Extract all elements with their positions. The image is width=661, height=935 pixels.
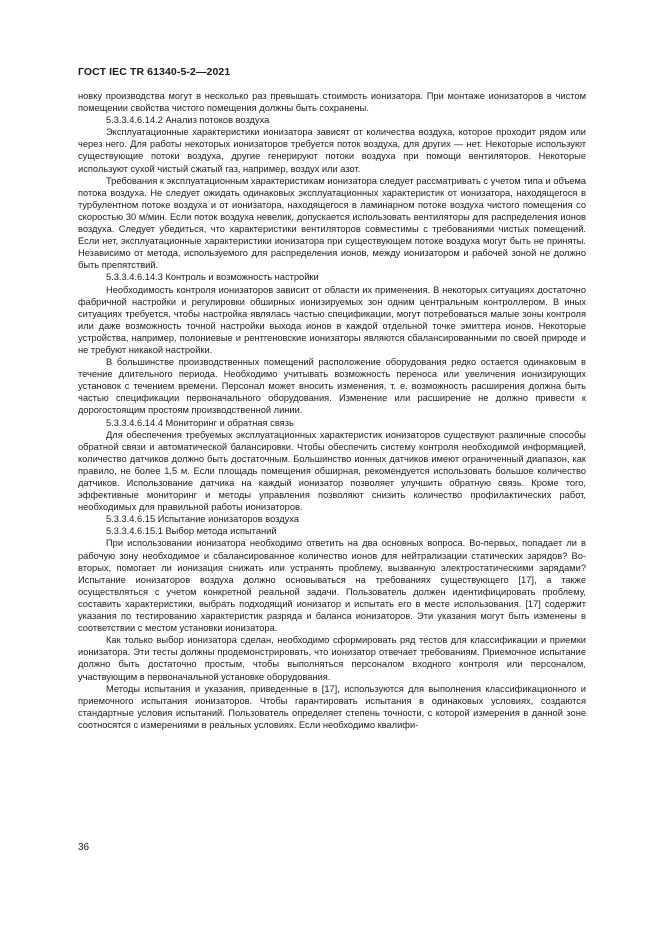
section-heading: 5.3.3.4.6.14.2 Анализ потоков воздуха bbox=[106, 115, 270, 126]
section-heading: 5.3.3.4.6.15.1 Выбор метода испытаний bbox=[106, 526, 277, 537]
paragraph: Эксплуатационные характеристики ионизатора зависят от количества воздуха, которое проходит рядом или через него. Для работы некоторых ионизаторов требуется поток воздуха, для других — нет. Некоторые используют существующие потоки воздуха, другие генерируют потоки воздуха при помощи вентиляторов. Некоторые используют сухой чистый сжатый газ, например, воздух или азот. bbox=[78, 127, 586, 174]
section-heading: 5.3.3.4.6.15 Испытание ионизаторов воздуха bbox=[106, 514, 299, 525]
section-heading: 5.3.3.4.6.14.3 Контроль и возможность настройки bbox=[106, 272, 319, 283]
document-header-title: ГОСТ IEC TR 61340-5-2—2021 bbox=[78, 66, 231, 78]
paragraph: Требования к эксплуатационным характеристикам ионизатора следует рассматривать с учетом типа и объема потока воздуха. Не следует ожидать одинаковых эксплуатационных характеристик от ионизатора, находящегося в турбулентном потоке воздуха и от ионизатора, находящегося в ламинарном потоке воздуха чистого помещения со скоростью 30 м/мин. Если поток воздуха невелик, допускается использовать вентиляторы для распределения ионов воздуха. Следует убедиться, что характеристики вентиляторов совместимы с требованиями чистых помещений. Если нет, эксплуатационные характеристики ионизатора при существующем потоке воздуха могут быть не приняты. Независимо от метода, используемого для распределения ионов, между ионизатором и рабочей зоной не должно быть препятствий. bbox=[78, 175, 587, 271]
paragraph: При использовании ионизатора необходимо ответить на два основных вопроса. Во-первых, попадает ли в рабочую зону необходимое и сбалансированное количество ионов для нейтрализации статических зарядов? Во-вторых, помогает ли ионизация снижать или устранять проблему, вызванную электростатическими зарядами? Испытание ионизаторов воздуха должно основываться на требованиях существующего [17], а также осуществляться с учетом конкретной реальной задачи. Пользователь должен идентифицировать проблему, составить характеристики, выбрать подходящий ионизатор и испытать его в месте использования. [17] содержит указания по тестированию характеристик разряда и баланса ионизаторов. Эти указания могут быть изменены в соответствии с местом установки ионизатора. bbox=[78, 538, 586, 634]
document-body bbox=[78, 90, 586, 731]
paragraph: В большинстве производственных помещений расположение оборудования редко остается одинаковым в течение длительного периода. Необходимо учитывать возможность переноса или увеличения ионизирующих установок с течением времени. Персонал может вносить изменения, т. е. возможность расширения должна быть частью спецификации первоначального оборудования. Изменение или расширение не должно привести к дорогостоящим простоям производственной линии. bbox=[78, 357, 586, 416]
section-heading: 5.3.3.4.6.14.4 Мониторинг и обратная связь bbox=[106, 417, 294, 428]
paragraph: новку производства могут в несколько раз превышать стоимость ионизатора. При монтаже ионизаторов в чистом помещении свойства чистого помещения должны быть сохранены. bbox=[78, 91, 586, 114]
paragraph: Необходимость контроля ионизаторов зависит от области их применения. В некоторых ситуациях достаточно фабричной настройки и регулировки обширных ионизируемых зон одним центральным контроллером. В иных ситуациях требуется, чтобы настройка являлась частью спецификации, могут потребоваться малые зоны контроля или даже возможность точной настройки выхода ионов в каждой отдельной точке эмиттера ионов. Некоторые устройства, например, полониевые и рентгеновские ионизаторы являются сбалансированными по своей природе и не требуют никакой настройки. bbox=[78, 284, 586, 355]
page-number: 36 bbox=[78, 842, 90, 853]
paragraph: Как только выбор ионизатора сделан, необходимо сформировать ряд тестов для классификации и приемки ионизатора. Эти тесты должны продемонстрировать, что ионизатор отвечает требованиям. Приемочное испытание должно быть достаточно простым, чтобы выполняться персоналом входного контроля или персоналом, участвующим в первоначальной установке оборудования. bbox=[78, 635, 586, 682]
paragraph: Методы испытания и указания, приведенные в [17], используются для выполнения классификационного и приемочного испытания ионизаторов. Чтобы гарантировать испытания в одинаковых условиях, создаются стандартные условия испытаний. Пользователь определяет степень точности, с которой измерения в данной зоне соотносятся с измерениями в реальных условиях. Если необходимо квалифи- bbox=[78, 683, 586, 730]
paragraph: Для обеспечения требуемых эксплуатационных характеристик ионизаторов существуют различные способы обратной связи и автоматической балансировки. Чтобы обеспечить систему контроля необходимой информацией, количество датчиков должно быть достаточным. Большинство ионных датчиков имеют ограниченный диапазон, как правило, не более 1,5 м. Если площадь помещения обширная, рекомендуется использовать большое количество датчиков. Использование датчика на каждый ионизатор позволяет улучшить обратную связь. Кроме того, эффективные мониторинг и методы управления позволяют снизить количество профилактических работ, необходимых для правильной работы ионизаторов. bbox=[78, 429, 586, 513]
